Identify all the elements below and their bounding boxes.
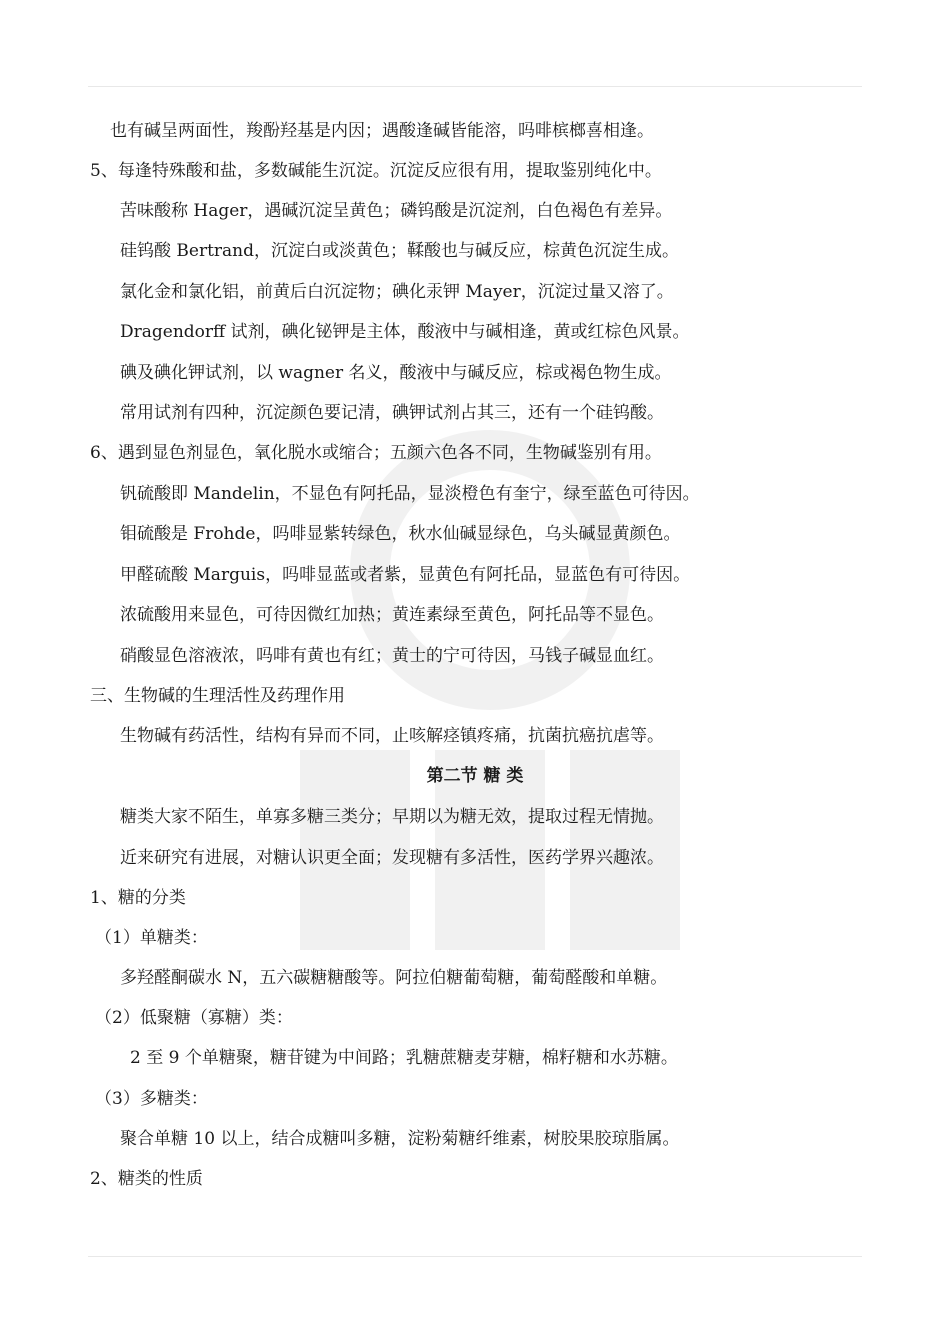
text-line: 苦味酸称 Hager，遇碱沉淀呈黄色；磷钨酸是沉淀剂，白色褐色有差异。 <box>120 201 673 221</box>
subsection-heading: （1）单糖类： <box>95 928 208 948</box>
text-line: 硅钨酸 Bertrand，沉淀白或淡黄色；鞣酸也与碱反应，棕黄色沉淀生成。 <box>120 241 680 261</box>
subsection-heading: （2）低聚糖（寡糖）类： <box>95 1008 293 1028</box>
header-rule <box>88 86 862 87</box>
chapter-title: 第二节 糖 类 <box>426 766 524 786</box>
text-line: 甲醛硫酸 Marguis，吗啡显蓝或者紫，显黄色有阿托品，显蓝色有可待因。 <box>120 565 691 585</box>
text-line: 近来研究有进展，对糖认识更全面；发现糖有多活性，医药学界兴趣浓。 <box>120 848 664 868</box>
text-line: 氯化金和氯化铝，前黄后白沉淀物；碘化汞钾 Mayer，沉淀过量又溶了。 <box>120 282 674 302</box>
text-line: 生物碱有药活性，结构有异而不同，止咳解痉镇疼痛，抗菌抗癌抗虐等。 <box>120 726 664 746</box>
text-line: 钒硫酸即 Mandelin，不显色有阿托品，显淡橙色有奎宁，绿至蓝色可待因。 <box>120 484 700 504</box>
text-line: Dragendorff 试剂，碘化铋钾是主体，酸液中与碱相逢，黄或红棕色风景。 <box>120 322 690 342</box>
text-line: 糖类大家不陌生，单寡多糖三类分；早期以为糖无效，提取过程无情抛。 <box>120 807 664 827</box>
text-line: 5、每逢特殊酸和盐，多数碱能生沉淀。沉淀反应很有用，提取鉴别纯化中。 <box>90 161 662 181</box>
text-line: 钼硫酸是 Frohde，吗啡显紫转绿色，秋水仙碱显绿色，乌头碱显黄颜色。 <box>120 524 681 544</box>
text-line: 硝酸显色溶液浓，吗啡有黄也有红；黄士的宁可待因，马钱子碱显血红。 <box>120 646 664 666</box>
text-line: 常用试剂有四种，沉淀颜色要记清，碘钾试剂占其三，还有一个硅钨酸。 <box>120 403 664 423</box>
section-heading: 1、糖的分类 <box>90 888 186 908</box>
text-line: 多羟醛酮碳水 N，五六碳糖糖酸等。阿拉伯糖葡萄糖，葡萄醛酸和单糖。 <box>120 968 668 988</box>
footer-rule <box>88 1256 862 1257</box>
text-line: 也有碱呈两面性，羧酚羟基是内因；遇酸逢碱皆能溶，吗啡槟榔喜相逢。 <box>110 121 654 141</box>
text-line: 碘及碘化钾试剂，以 wagner 名义，酸液中与碱反应，棕或褐色物生成。 <box>120 363 672 383</box>
section-heading: 2、糖类的性质 <box>90 1169 203 1189</box>
text-line: 浓硫酸用来显色，可待因微红加热；黄连素绿至黄色，阿托品等不显色。 <box>120 605 664 625</box>
subsection-heading: （3）多糖类： <box>95 1089 208 1109</box>
text-line: 6、遇到显色剂显色，氧化脱水或缩合；五颜六色各不同，生物碱鉴别有用。 <box>90 443 662 463</box>
text-line: 2 至 9 个单糖聚，糖苷键为中间路；乳糖蔗糖麦芽糖，棉籽糖和水苏糖。 <box>130 1048 678 1068</box>
section-heading: 三、生物碱的生理活性及药理作用 <box>90 686 345 706</box>
text-line: 聚合单糖 10 以上，结合成糖叫多糖，淀粉菊糖纤维素，树胶果胶琼脂属。 <box>120 1129 680 1149</box>
